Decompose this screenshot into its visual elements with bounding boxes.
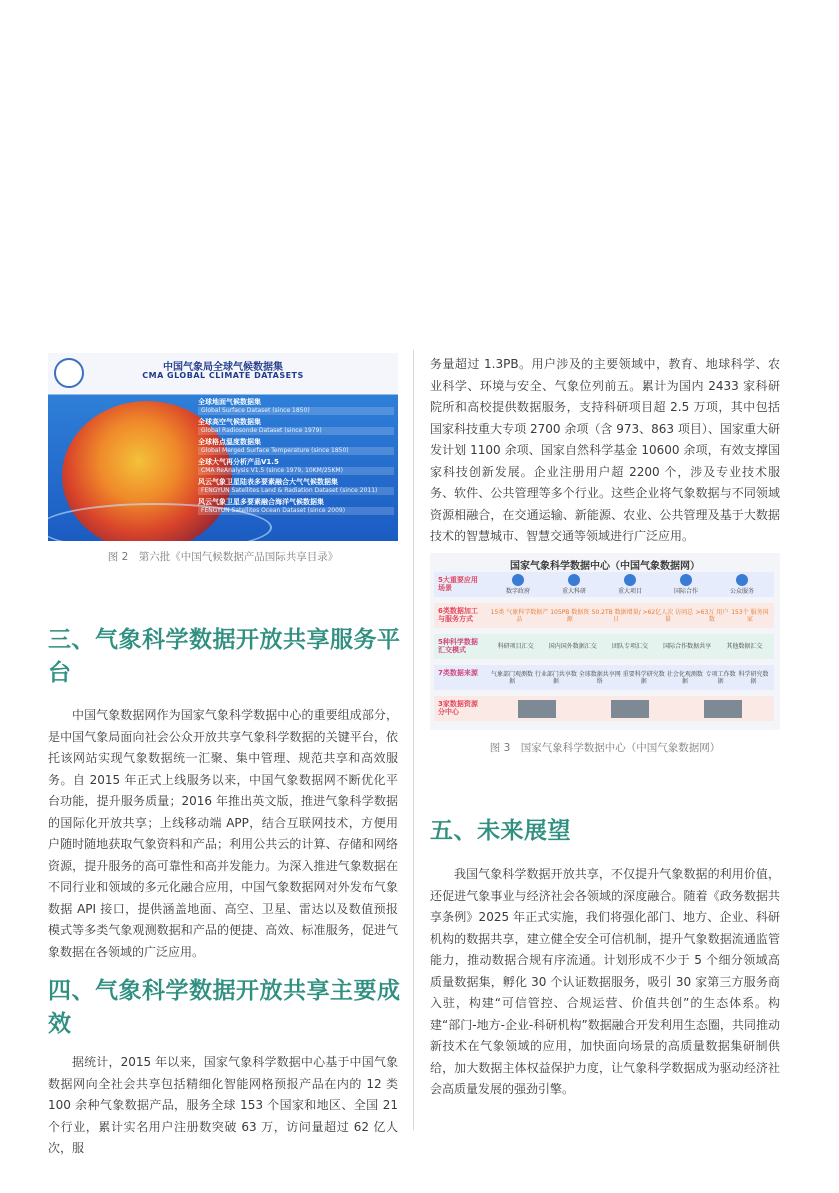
- figure-2-image: [48, 353, 398, 541]
- fig3-cell: 专项工作数据: [705, 670, 736, 685]
- fig3-band: [434, 634, 774, 659]
- fig3-cell: 其他数据汇交: [726, 643, 763, 650]
- section-5-body: 我国气象科学数据开放共享，不仅提升气象数据的利用价值，还促进气象事业与经济社会各领域的深度融合。随着《政务数据共享条例》2025 年正式实施，我们将强化部门、地方、企业、科研机构的数据共享，建立健全安全可信机制，提升气象数据流通监管能力，推动数据合规有序流通。计划形成不少于 5 个细分领域高质量数据集，孵化 30 个认证数据服务，吸引 30 家第三方服务商入驻，构建“可信管控、合规运营、价值共创”的生态体系。构建“部门-地方-企业-科研机构”数据融合开发利用生态圈，共同推动新技术在气象领域的应用，加快面向场景的高质量数据集研制供给，加大数据主体权益保护力度，让气象科学数据成为驱动经济社会高质量发展的强劲引擎。: [430, 867, 780, 1096]
- fig3-cell: 15类 气象科学数据产品: [490, 608, 549, 623]
- dataset-name-cn: 全球地面气候数据集: [198, 398, 261, 406]
- dataset-item: [198, 418, 394, 435]
- section-4-body-left: 据统计，2015 年以来，国家气象科学数据中心基于中国气象数据网向全社会共享包括精细化智能网格预报产品在内的 12 类 100 余种气象数据产品，服务全球 153 个国家和地区、全国 21 个行业，累计实名用户注册数突破 63 万，访问量超过 62 亿人次，服: [48, 1055, 398, 1155]
- fig3-band-label: 5大重要应用场景: [438, 576, 478, 592]
- circle-icon: [624, 574, 636, 586]
- fig3-band-cells: [490, 667, 770, 688]
- fig3-cell: 全球数据共享网络: [578, 670, 621, 685]
- fig3-cell-label: 公众服务: [729, 588, 754, 595]
- fig3-cell-label: 数字政府: [505, 588, 530, 595]
- section-3-body: 中国气象数据网作为国家气象科学数据中心的重要组成部分，是中国气象局面向社会公众开放共享气象科学数据的关键平台，依托该网站实现气象数据统一汇聚、集中管理、规范共享和高效服务。自 2015 年正式上线服务以来，中国气象数据网不断优化平台功能，提升服务质量；2016 年推出英文版，推进气象科学数据的国际化开放共享；上线移动端 APP，结合互联网技术，方便用户随时随地获取气象资料和产品；利用公共云的计算、存储和网络资源，提升服务的高可靠性和高并发能力。为深入推进气象数据在不同行业和领域的多元化融合应用，中国气象数据网对外发布气象数据 API 接口，提供涵盖地面、高空、卫星、雷达以及数值预报模式等多类气象观测数据和产品的便捷、高效、标准服务，促进气象数据在各领域的广泛应用。: [48, 708, 398, 959]
- fig3-cell: >62亿人次 访问总量: [642, 608, 694, 623]
- fig3-band: [434, 665, 774, 690]
- fig3-band: [434, 603, 774, 628]
- fig3-cell-label: 重大项目: [617, 588, 642, 595]
- dataset-name-en: CMA ReAnalysis V1.5 (since 1979, 10KM/25KM): [198, 467, 394, 475]
- fig3-cell: 气象部门观测数据: [490, 670, 533, 685]
- figure-3-title: 国家气象科学数据中心（中国气象数据网）: [510, 561, 700, 572]
- fig3-cell: 科学研究数据: [738, 670, 769, 685]
- section-5-heading: 五、未来展望: [430, 818, 571, 844]
- fig3-cell: 国内国外数据汇交: [548, 643, 597, 650]
- dataset-list: [198, 398, 394, 518]
- fig3-band-cells: [490, 605, 770, 626]
- dataset-item: [198, 398, 394, 415]
- fig3-band-cells: [490, 636, 770, 657]
- dataset-item: [198, 458, 394, 475]
- fig3-cell: [674, 574, 698, 595]
- fig3-band-label: 5种科学数据汇交模式: [438, 638, 478, 654]
- fig3-band-label: 3家数据资源分中心: [438, 700, 478, 716]
- circle-icon: [680, 574, 692, 586]
- circle-icon: [736, 574, 748, 586]
- dataset-item: [198, 498, 394, 515]
- fig3-band-cells: [490, 698, 770, 719]
- fig3-cell: 105PB 数据资源: [550, 608, 590, 623]
- fig3-cell: 重要科学研究数据: [622, 670, 665, 685]
- dataset-name-cn: 全球高空气候数据集: [198, 418, 261, 426]
- figure-3-image: [430, 553, 780, 730]
- section-4-body-right: 务量超过 1.3PB。用户涉及的主要领域中，教育、地球科学、农业科学、环境与安全、气象位列前五。累计为国内 2433 家科研院所和高校提供数据服务，支持科研项目超 2.5 万项，其中包括国家科技重大专项 2700 余项（含 973、863 项目）、国家重大研发计划 1100 余项、国家自然科学基金 10600 余项，有效支撑国家科技创新发展。企业注册用户超 2200 个，涉及专业技术服务、软件、公共管理等多个行业。这些企业将气象数据与不同领域资源相融合，在交通运输、新能源、农业、公共管理及基于大数据技术的智慧城市、智慧交通等领域进行广泛应用。: [430, 357, 780, 543]
- fig3-cell: 社会化观测数据: [666, 670, 703, 685]
- data-center-photo: [611, 700, 649, 718]
- dataset-item: [198, 438, 394, 455]
- figure-2-title-cn: 中国气象局全球气候数据集: [163, 362, 283, 373]
- data-center-photo: [518, 700, 556, 718]
- section-3-heading: 三、气象科学数据开放共享服务平台: [48, 627, 401, 686]
- circle-icon: [568, 574, 580, 586]
- dataset-name-en: Global Radiosonde Dataset (since 1979): [198, 427, 394, 435]
- figure-2-title-en: CMA GLOBAL CLIMATE DATASETS: [142, 371, 304, 380]
- fig3-cell: [730, 574, 754, 595]
- fig3-cell: 科研项目汇交: [497, 643, 534, 650]
- fig3-cell: [506, 574, 530, 595]
- circle-icon: [512, 574, 524, 586]
- fig3-band: [434, 572, 774, 597]
- dataset-name-cn: 风云气象卫星陆表多要素融合大气气候数据集: [198, 478, 338, 486]
- fig3-band-label: 7类数据来源: [438, 669, 478, 677]
- section-4-heading: 四、气象科学数据开放共享主要成效: [48, 978, 401, 1037]
- dataset-name-en: FENGYUN Satellites Ocean Dataset (since 2009): [198, 507, 394, 515]
- fig3-cell: 国际合作数据共享: [663, 643, 712, 650]
- dataset-name-cn: 全球格点温度数据集: [198, 438, 261, 446]
- dataset-item: [198, 478, 394, 495]
- data-center-photo: [704, 700, 742, 718]
- dataset-name-en: Global Merged Surface Temperature (since 1850): [198, 447, 394, 455]
- fig3-band-cells: [490, 574, 770, 595]
- dataset-name-en: FENGYUN Satellites Land & Radiation Dataset (since 2011): [198, 487, 394, 495]
- column-divider: [413, 350, 414, 1130]
- dataset-name-cn: 全球大气再分析产品V1.5: [198, 458, 279, 466]
- fig3-cell: 153个 服务国家: [731, 608, 769, 623]
- fig3-cell-label: 重大科研: [561, 588, 586, 595]
- fig3-cell: [562, 574, 586, 595]
- figure-2-caption: 图 2 第六批《中国气候数据产品国际共享目录》: [107, 551, 339, 563]
- fig3-band: [434, 696, 774, 721]
- fig3-cell: >63万 用户数: [695, 608, 729, 623]
- fig3-band-label: 6类数据加工与服务方式: [438, 607, 478, 623]
- fig3-cell: 50.2TB 数据增量/日: [591, 608, 641, 623]
- fig3-cell: 团队专项汇交: [611, 643, 648, 650]
- fig3-cell: 行业部门共享数据: [534, 670, 577, 685]
- fig3-cell-label: 国际合作: [673, 588, 698, 595]
- dataset-name-en: Global Surface Dataset (since 1850): [198, 407, 394, 415]
- figure-3-caption: 图 3 国家气象科学数据中心（中国气象数据网）: [489, 742, 721, 754]
- dataset-name-cn: 风云气象卫星多要素融合海洋气候数据集: [198, 498, 324, 506]
- fig3-cell: [618, 574, 642, 595]
